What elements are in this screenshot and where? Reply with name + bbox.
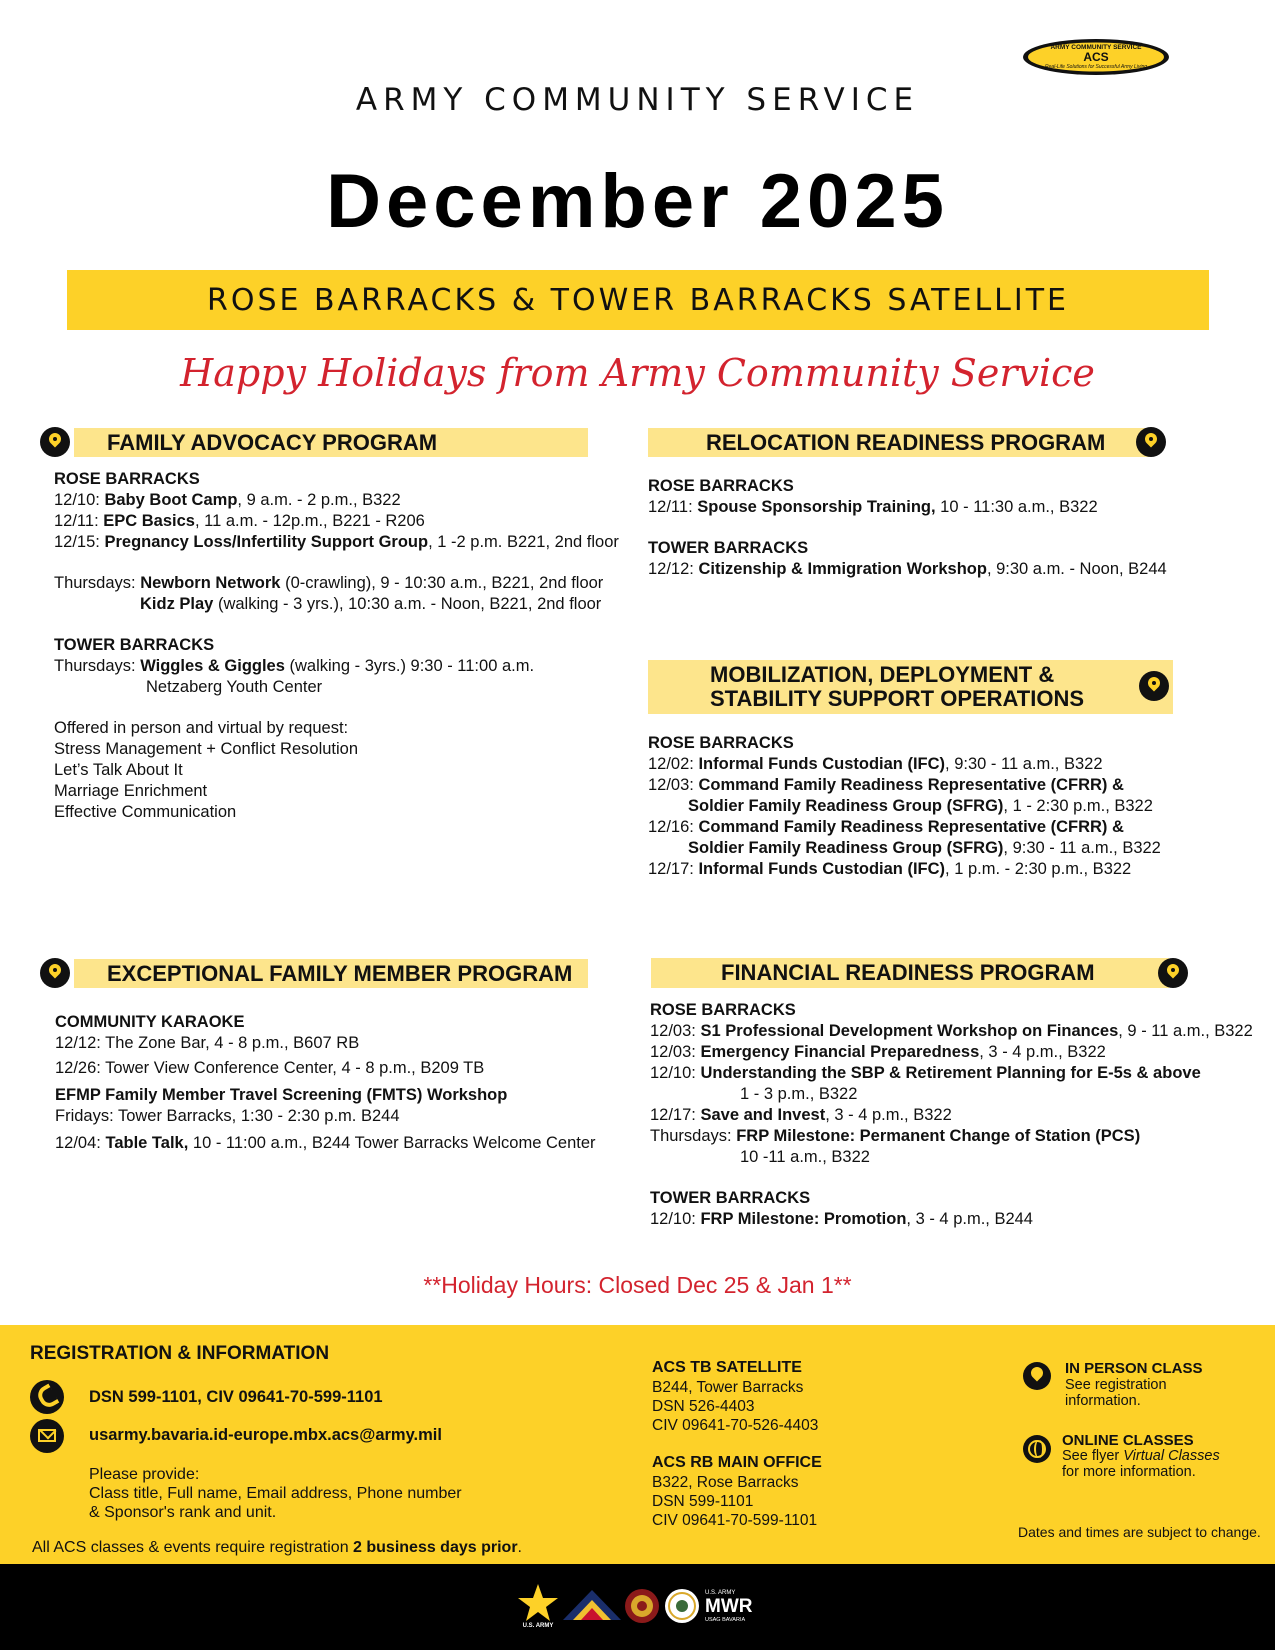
virtual-item: Stress Management + Conflict Resolution <box>54 740 359 758</box>
event-line: Soldier Family Readiness Group (SFRG), 1 - 2:30 p.m., B322 <box>688 797 1153 815</box>
event-line: 12/16: Command Family Readiness Representative (CFRR) & <box>648 818 1124 836</box>
location-pin-icon <box>1023 1362 1051 1390</box>
globe-icon <box>1023 1435 1051 1463</box>
online-classes-title: ONLINE CLASSES <box>1062 1432 1194 1449</box>
svg-text:U.S. ARMY: U.S. ARMY <box>522 1623 554 1628</box>
event-line: 12/10: FRP Milestone: Promotion, 3 - 4 p.m., B244 <box>650 1210 1033 1228</box>
section-title-line1: MOBILIZATION, DEPLOYMENT & <box>710 662 1055 687</box>
virtual-item: Effective Communication <box>54 803 237 821</box>
virtual-intro: Offered in person and virtual by request: <box>54 719 349 737</box>
event-line: 12/03: S1 Professional Development Workshop on Finances, 9 - 11 a.m., B322 <box>650 1022 1253 1040</box>
us-army-star-logo <box>516 1582 560 1628</box>
location-banner <box>67 270 1209 330</box>
relocation-content <box>648 476 1167 580</box>
svg-text:ARMY COMMUNITY SERVICE: ARMY COMMUNITY SERVICE <box>1050 44 1142 51</box>
email-address[interactable]: usarmy.bavaria.id-europe.mbx.acs@army.mil <box>89 1426 442 1444</box>
bottom-logo-bar <box>0 1564 1275 1650</box>
registration-title: REGISTRATION & INFORMATION <box>30 1343 330 1364</box>
rb-main-office-line: CIV 09641-70-599-1101 <box>652 1512 818 1529</box>
month-title: December 2025 <box>326 159 949 244</box>
event-line: 12/12: The Zone Bar, 4 - 8 p.m., B607 RB <box>55 1034 360 1052</box>
virtual-item: Marriage Enrichment <box>54 782 208 800</box>
rb-main-office-line: DSN 599-1101 <box>652 1493 754 1510</box>
event-line: 12/17: Save and Invest, 3 - 4 p.m., B322 <box>650 1106 952 1124</box>
section-title-line2: STABILITY SUPPORT OPERATIONS <box>710 686 1085 711</box>
online-classes-line: See flyer Virtual Classes <box>1062 1448 1220 1464</box>
event-line: 12/11: Spouse Sponsorship Training, 10 - 11:30 a.m., B322 <box>648 498 1098 516</box>
virtual-item: Let’s Talk About It <box>54 761 183 779</box>
holiday-greeting: Happy Holidays from Army Community Service <box>180 351 1095 395</box>
holiday-hours-notice: **Holiday Hours: Closed Dec 25 & Jan 1** <box>423 1272 852 1298</box>
event-line: 12/10: Understanding the SBP & Retirement Planning for E-5s & above <box>650 1064 1201 1082</box>
phone-number[interactable]: DSN 599-1101, CIV 09641-70-599-1101 <box>89 1388 383 1406</box>
event-line: Thursdays: Newborn Network (0-crawling), 9 - 10:30 a.m., B221, 2nd floor <box>54 574 604 592</box>
rose-barracks-label: ROSE BARRACKS <box>648 477 794 495</box>
in-person-line: See registration <box>1065 1377 1167 1393</box>
event-line: 12/04: Table Talk, 10 - 11:00 a.m., B244 Tower Barracks Welcome Center <box>55 1134 596 1152</box>
event-line: 12/12: Citizenship & Immigration Workshop, 9:30 a.m. - Noon, B244 <box>648 560 1167 578</box>
tb-satellite-line: CIV 09641-70-526-4403 <box>652 1417 819 1434</box>
acs-logo <box>1022 38 1170 76</box>
tower-barracks-label: TOWER BARRACKS <box>648 539 809 557</box>
family-advocacy-content <box>54 469 619 823</box>
please-provide-heading: Please provide: <box>89 1466 200 1483</box>
family-advocacy-header <box>74 428 588 457</box>
online-classes-line: for more information. <box>1062 1464 1196 1480</box>
event-line: Soldier Family Readiness Group (SFRG), 9:30 - 11 a.m., B322 <box>688 839 1161 857</box>
section-title: FAMILY ADVOCACY PROGRAM <box>107 430 438 455</box>
seventh-army-patch-logo <box>563 1590 621 1620</box>
svg-text:ACS: ACS <box>1083 50 1109 64</box>
event-line: 12/11: EPC Basics, 11 a.m. - 12p.m., B221 - R206 <box>54 512 425 530</box>
email-icon <box>30 1419 64 1453</box>
svg-text:U.S. ARMY: U.S. ARMY <box>705 1590 736 1596</box>
location-pin-icon <box>1139 671 1169 701</box>
karaoke-label: COMMUNITY KARAOKE <box>55 1013 245 1031</box>
event-time: 10 -11 a.m., B322 <box>740 1148 870 1166</box>
tower-barracks-label: TOWER BARRACKS <box>650 1189 811 1207</box>
event-line: 12/15: Pregnancy Loss/Infertility Support Group, 1 -2 p.m. B221, 2nd floor <box>54 533 619 551</box>
event-line: Kidz Play (walking - 3 yrs.), 10:30 a.m. - Noon, B221, 2nd floor <box>140 595 602 613</box>
svg-text:USAG BAVARIA: USAG BAVARIA <box>705 1617 746 1623</box>
event-location: Netzaberg Youth Center <box>146 678 323 696</box>
mobilization-content <box>648 733 1161 880</box>
tb-satellite-title: ACS TB SATELLITE <box>652 1359 802 1376</box>
event-line: Fridays: Tower Barracks, 1:30 - 2:30 p.m. B244 <box>55 1107 400 1125</box>
financial-content <box>650 1000 1253 1230</box>
event-line: Thursdays: Wiggles & Giggles (walking - 3yrs.) 9:30 - 11:00 a.m. <box>54 657 535 675</box>
efmp-header <box>74 959 588 988</box>
rose-barracks-label: ROSE BARRACKS <box>54 470 200 488</box>
registration-requirement: All ACS classes & events require registration 2 business days prior. <box>32 1539 522 1556</box>
event-time: 1 - 3 p.m., B322 <box>740 1085 858 1103</box>
please-provide-line: Class title, Full name, Email address, Phone number <box>89 1485 462 1502</box>
disclaimer: Dates and times are subject to change. <box>1018 1524 1261 1540</box>
rose-barracks-label: ROSE BARRACKS <box>648 734 794 752</box>
location-text: ROSE BARRACKS & TOWER BARRACKS SATELLITE <box>206 282 1070 318</box>
svg-text:MWR: MWR <box>705 1596 753 1617</box>
svg-text:Real-Life Solutions for Succes: Real-Life Solutions for Successful Army Living <box>1044 64 1148 70</box>
registration-footer <box>0 1325 1275 1564</box>
in-person-title: IN PERSON CLASS <box>1065 1360 1203 1377</box>
garrison-crest-logo <box>624 1588 660 1624</box>
event-line: Thursdays: FRP Milestone: Permanent Change of Station (PCS) <box>650 1127 1141 1145</box>
tower-barracks-label: TOWER BARRACKS <box>54 636 215 654</box>
location-pin-icon <box>40 427 70 457</box>
usag-seal-logo <box>664 1588 700 1624</box>
fmts-label: EFMP Family Member Travel Screening (FMTS) Workshop <box>55 1086 508 1104</box>
efmp-content <box>55 1012 596 1154</box>
rb-main-office-title: ACS RB MAIN OFFICE <box>652 1454 822 1471</box>
relocation-header <box>648 428 1150 457</box>
rose-barracks-label: ROSE BARRACKS <box>650 1001 796 1019</box>
location-pin-icon <box>40 958 70 988</box>
event-line: 12/02: Informal Funds Custodian (IFC), 9:30 - 11 a.m., B322 <box>648 755 1103 773</box>
event-line: 12/17: Informal Funds Custodian (IFC), 1 p.m. - 2:30 p.m., B322 <box>648 860 1132 878</box>
section-title: RELOCATION READINESS PROGRAM <box>706 430 1106 455</box>
event-line: 12/03: Command Family Readiness Representative (CFRR) & <box>648 776 1124 794</box>
rb-main-office-line: B322, Rose Barracks <box>652 1474 799 1491</box>
mwr-logo <box>703 1586 765 1626</box>
org-title: ARMY COMMUNITY SERVICE <box>355 82 920 118</box>
mobilization-header <box>648 660 1173 714</box>
phone-icon <box>30 1380 64 1414</box>
event-line: 12/10: Baby Boot Camp, 9 a.m. - 2 p.m., B322 <box>54 491 401 509</box>
tb-satellite-line: B244, Tower Barracks <box>652 1379 804 1396</box>
event-line: 12/03: Emergency Financial Preparedness, 3 - 4 p.m., B322 <box>650 1043 1106 1061</box>
please-provide-line: & Sponsor's rank and unit. <box>89 1504 277 1521</box>
location-pin-icon <box>1158 958 1188 988</box>
location-pin-icon <box>1136 427 1166 457</box>
tb-satellite-line: DSN 526-4403 <box>652 1398 755 1415</box>
financial-header <box>651 958 1169 988</box>
in-person-line: information. <box>1065 1393 1141 1409</box>
section-title: FINANCIAL READINESS PROGRAM <box>721 960 1095 985</box>
event-line: 12/26: Tower View Conference Center, 4 - 8 p.m., B209 TB <box>55 1059 485 1077</box>
section-title: EXCEPTIONAL FAMILY MEMBER PROGRAM <box>107 961 573 986</box>
